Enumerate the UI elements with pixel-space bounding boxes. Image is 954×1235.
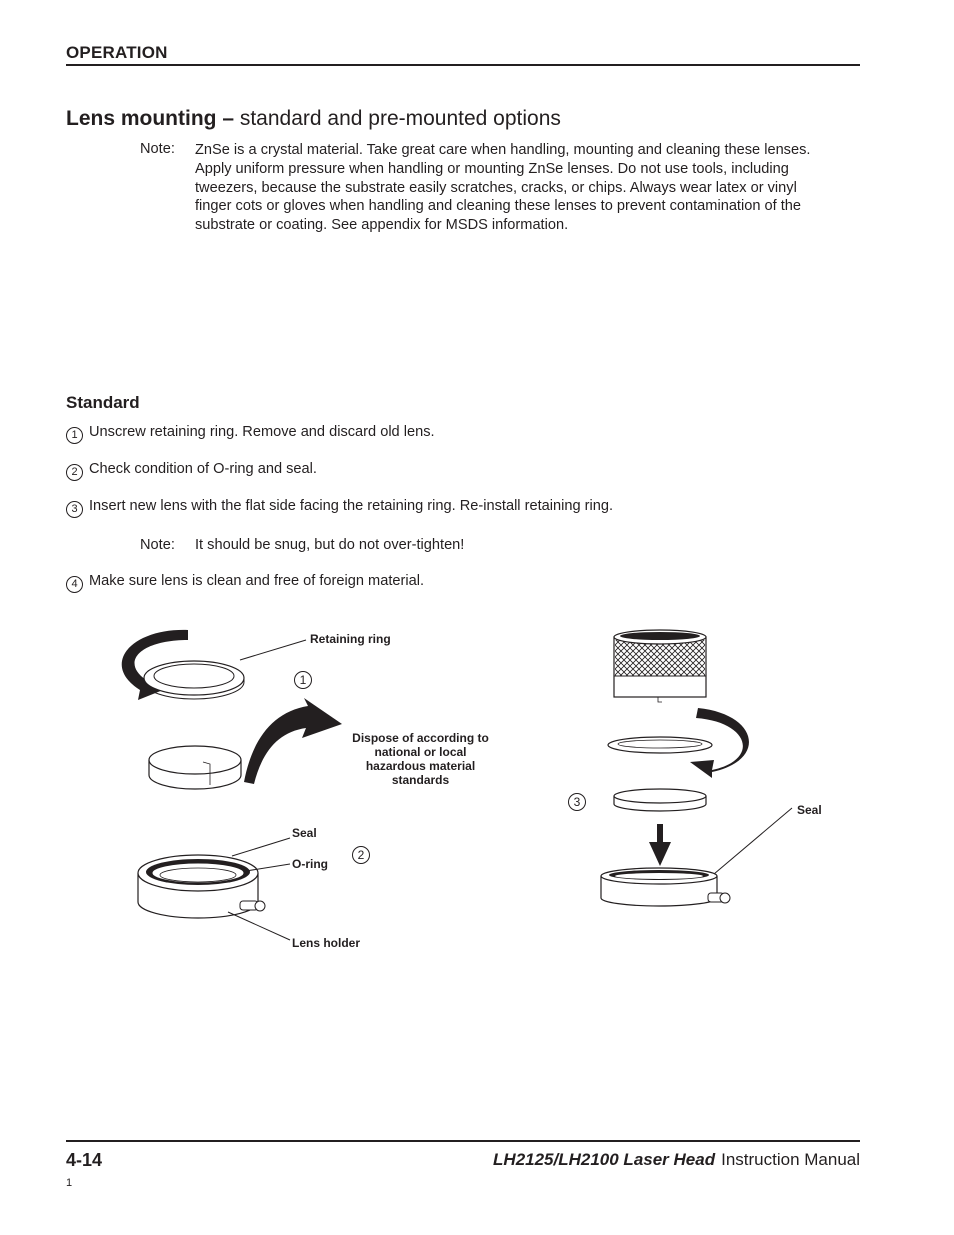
leader-line [714, 808, 792, 874]
old-lens-icon [149, 746, 241, 789]
note-label: Note: [140, 141, 175, 157]
step-text: Unscrew retaining ring. Remove and discard old lens. [89, 424, 435, 440]
footer-model: LH2125/LH2100 Laser Head [493, 1150, 716, 1169]
title-rest: standard and pre-mounted options [239, 107, 561, 130]
page-number: 4-14 [66, 1150, 103, 1170]
leader-line [232, 838, 290, 856]
leader-line [228, 912, 290, 940]
footer-rule [66, 1140, 860, 1142]
label-lens-holder: Lens holder [292, 936, 361, 950]
lens-housing-icon [614, 630, 706, 702]
step-note-text: It should be snug, but do not over-tighten! [195, 537, 465, 553]
step-number: 3 [66, 501, 83, 518]
step-text: Check condition of O-ring and seal. [89, 461, 317, 477]
label-dispose: Dispose of according to national or local hazardous material standards [352, 731, 489, 787]
lens-holder-icon [138, 855, 265, 918]
label-oring: O-ring [292, 857, 328, 871]
retaining-ring-right-icon [608, 737, 712, 753]
step-note-label: Note: [140, 537, 175, 553]
section-header: OPERATION [66, 43, 168, 62]
figure-marker-1: 1 [294, 669, 312, 689]
leader-line [240, 640, 306, 660]
label-seal-right: Seal [797, 803, 822, 817]
figure-marker-3: 3 [568, 791, 586, 811]
step-text: Insert new lens with the flat side facing the retaining ring. Re-install retaining ring. [89, 498, 614, 514]
revision-number: 1 [66, 1177, 73, 1189]
figure-marker-2: 2 [352, 844, 370, 864]
new-lens-icon [614, 789, 706, 811]
footer-manual: Instruction Manual [721, 1150, 860, 1169]
discard-arrow-icon [244, 698, 342, 784]
insert-arrow-icon [649, 824, 671, 866]
retaining-ring-icon [144, 661, 244, 699]
step-text: Make sure lens is clean and free of foreign material. [89, 573, 425, 589]
lens-holder-right-icon [601, 868, 730, 906]
standard-heading: Standard [66, 393, 140, 412]
title-bold: Lens mounting – [66, 107, 234, 130]
step-number: 1 [66, 427, 83, 444]
note-text: ZnSe is a crystal material. Take great care when handling, mounting and cleaning these lenses. Apply uniform pressure when handling or mounting ZnSe lenses. Do not use tools, including tweezers, because the substrate easily scratches, cracks, or chips. Always wear latex or vinyl finger cots or gloves when handling and cleaning these lenses to prevent contamination of the substrate or coating. See appendix for MSDS information. [195, 142, 811, 234]
label-seal-left: Seal [292, 826, 317, 840]
footer-title [493, 1150, 860, 1170]
step-number: 4 [66, 576, 83, 593]
label-retaining-ring: Retaining ring [310, 632, 391, 646]
step-number: 2 [66, 464, 83, 481]
